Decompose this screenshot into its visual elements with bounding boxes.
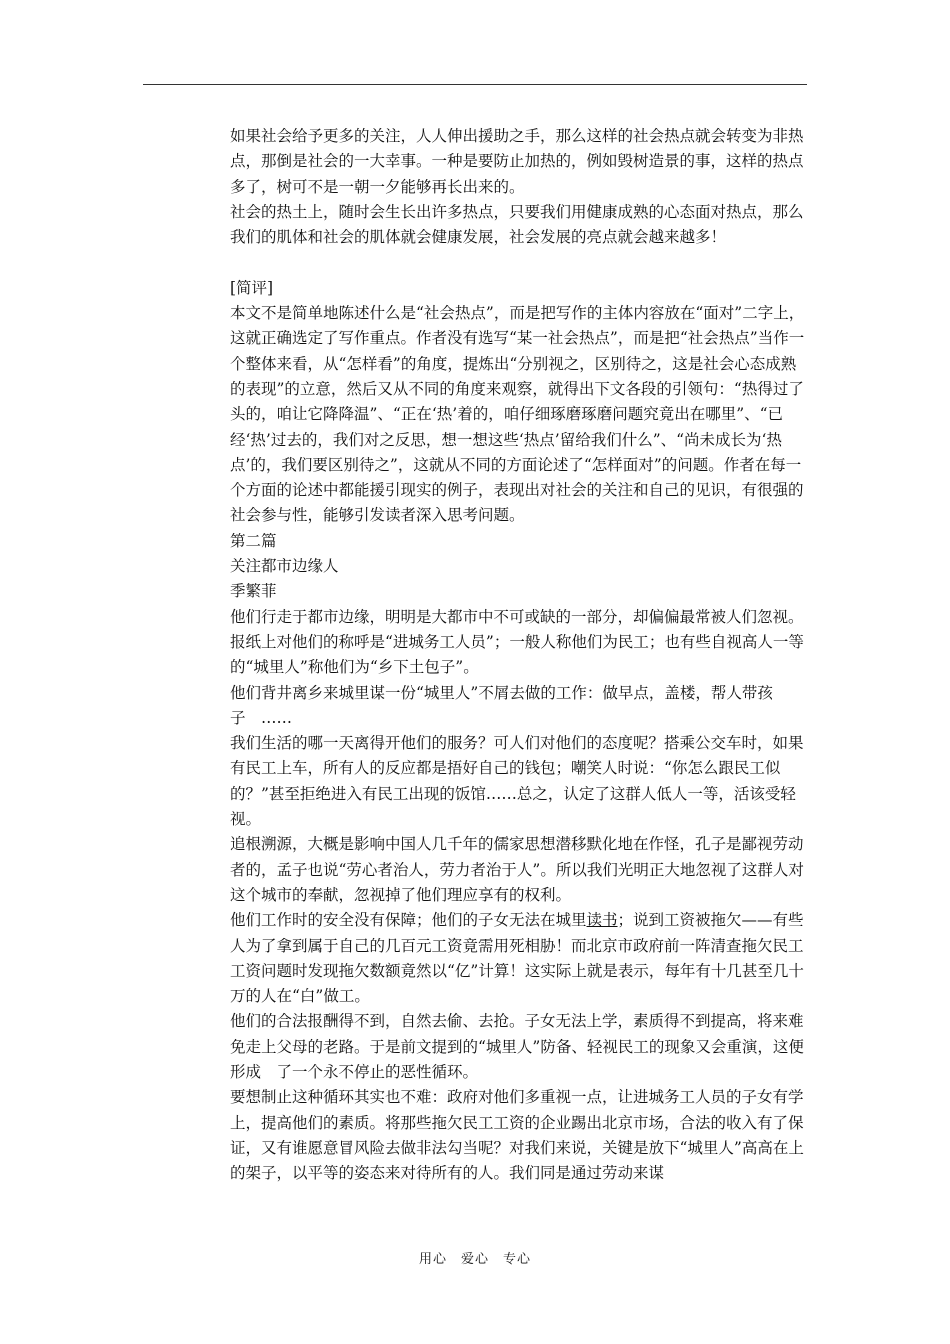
paragraph-gap — [230, 250, 810, 275]
paragraph: 社会的热土上，随时会生长出许多热点，只要我们用健康成熟的心态面对热点，那么我们的肌体和社会的肌体就会健康发展，社会发展的亮点就会越来越多！ — [230, 202, 804, 247]
paragraph: 要想制止这种循环其实也不难：政府对他们多重视一点，让进城务工人员的子女有学上，提高他们的素质。将那些拖欠民工工资的企业踢出北京市场，合法的收入有了保证，又有谁愿意冒风险去做非法勾当呢？对我们来说，关键是放下“城里人”高高在上的架子，以平等的姿态来对待所有的人。我们同是通过劳动来谋 — [230, 1088, 804, 1183]
reading-link[interactable]: 读书 — [586, 911, 618, 930]
author-name: 季繁菲 — [230, 582, 277, 601]
paragraph — [230, 908, 810, 1009]
review-text: 本文不是简单地陈述什么是“社会热点”，而是把写作的主体内容放在“面对”二字上，这就正确选定了写作重点。作者没有选写“某一社会热点”，而是把“社会热点”当作一个整体来看，从“怎样看”的角度，提炼出“分别视之，区别待之，这是社会心态成熟的表现”的立意，然后又从不同的角度来观察，就得出下文各段的引领句：“热得过了头的，咱让它降降温”、“正在‘热’着的，咱仔细琢磨琢磨问题究竟出在哪里”、“已经‘热’过去的，我们对之反思，想一想这些‘热点’留给我们什么”、“尚未成长为‘热点’的，我们要区别待之”，这就从不同的方面论述了“怎样面对”的问题。作者在每一个方面的论述中都能援引现实的例子，表现出对社会的关注和自己的见识，有很强的社会参与性，能够引发读者深入思考问题。 — [230, 304, 805, 525]
document-body — [230, 124, 810, 1186]
section-label: 第二篇 — [230, 531, 277, 550]
paragraph: 追根溯源，大概是影响中国人几千年的儒家思想潜移默化地在作怪，孔子是鄙视劳动者的，孟子也说“劳心者治人，劳力者治于人”。所以我们光明正大地忽视了这群人对这个城市的奉献，忽视掉了他们理应享有的权利。 — [230, 835, 804, 904]
paragraph: 报纸上对他们的称呼是“进城务工人员”；一般人称他们为民工；也有些自视高人一等的“城里人”称他们为“乡下土包子”。 — [230, 632, 804, 677]
header-rule — [143, 84, 807, 85]
review-heading: [简评] — [230, 278, 274, 297]
paragraph: 我们生活的哪一天离得开他们的服务？可人们对他们的态度呢？搭乘公交车时，如果有民工上车，所有人的反应都是捂好自己的钱包；嘲笑人时说：“你怎么跟民工似的？”甚至拒绝进入有民工出现的饭馆……总之，认定了这群人低人一等，活该受轻视。 — [230, 734, 804, 829]
paragraph: 如果社会给予更多的关注，人人伸出援助之手，那么这样的社会热点就会转变为非热点，那倒是社会的一大幸事。一种是要防止加热的，例如毁树造景的事，这样的热点多了，树可不是一朝一夕能够再长出来的。 — [230, 127, 804, 196]
paragraph-text: 他们工作时的安全没有保障；他们的子女无法在城里 — [230, 911, 587, 930]
paragraph: 他们的合法报酬得不到，自然去偷、去抢。子女无法上学，素质得不到提高，将来难免走上父母的老路。于是前文提到的“城里人”防备、轻视民工的现象又会重演，这便形成 了一个永不停止的恶性循环。 — [230, 1012, 804, 1081]
page-footer: 用心 爱心 专心 — [418, 1252, 531, 1267]
paragraph: 他们背井离乡来城里谋一份“城里人”不屑去做的工作：做早点，盖楼，帮人带孩子 …… — [230, 683, 773, 727]
paragraph: 他们行走于都市边缘，明明是大都市中不可或缺的一部分，却偏偏最常被人们忽视。 — [230, 607, 804, 626]
paragraph-text: ；说到工资被拖欠——有些人为了拿到属于自己的几百元工资竟需用死相胁！而北京市政府前一阵清查拖欠民工工资问题时发现拖欠数额竟然以“亿”计算！这实际上就是表示，每年有十几甚至几十万的人在“白”做工。 — [230, 911, 804, 1006]
essay-title: 关注都市边缘人 — [230, 557, 339, 576]
